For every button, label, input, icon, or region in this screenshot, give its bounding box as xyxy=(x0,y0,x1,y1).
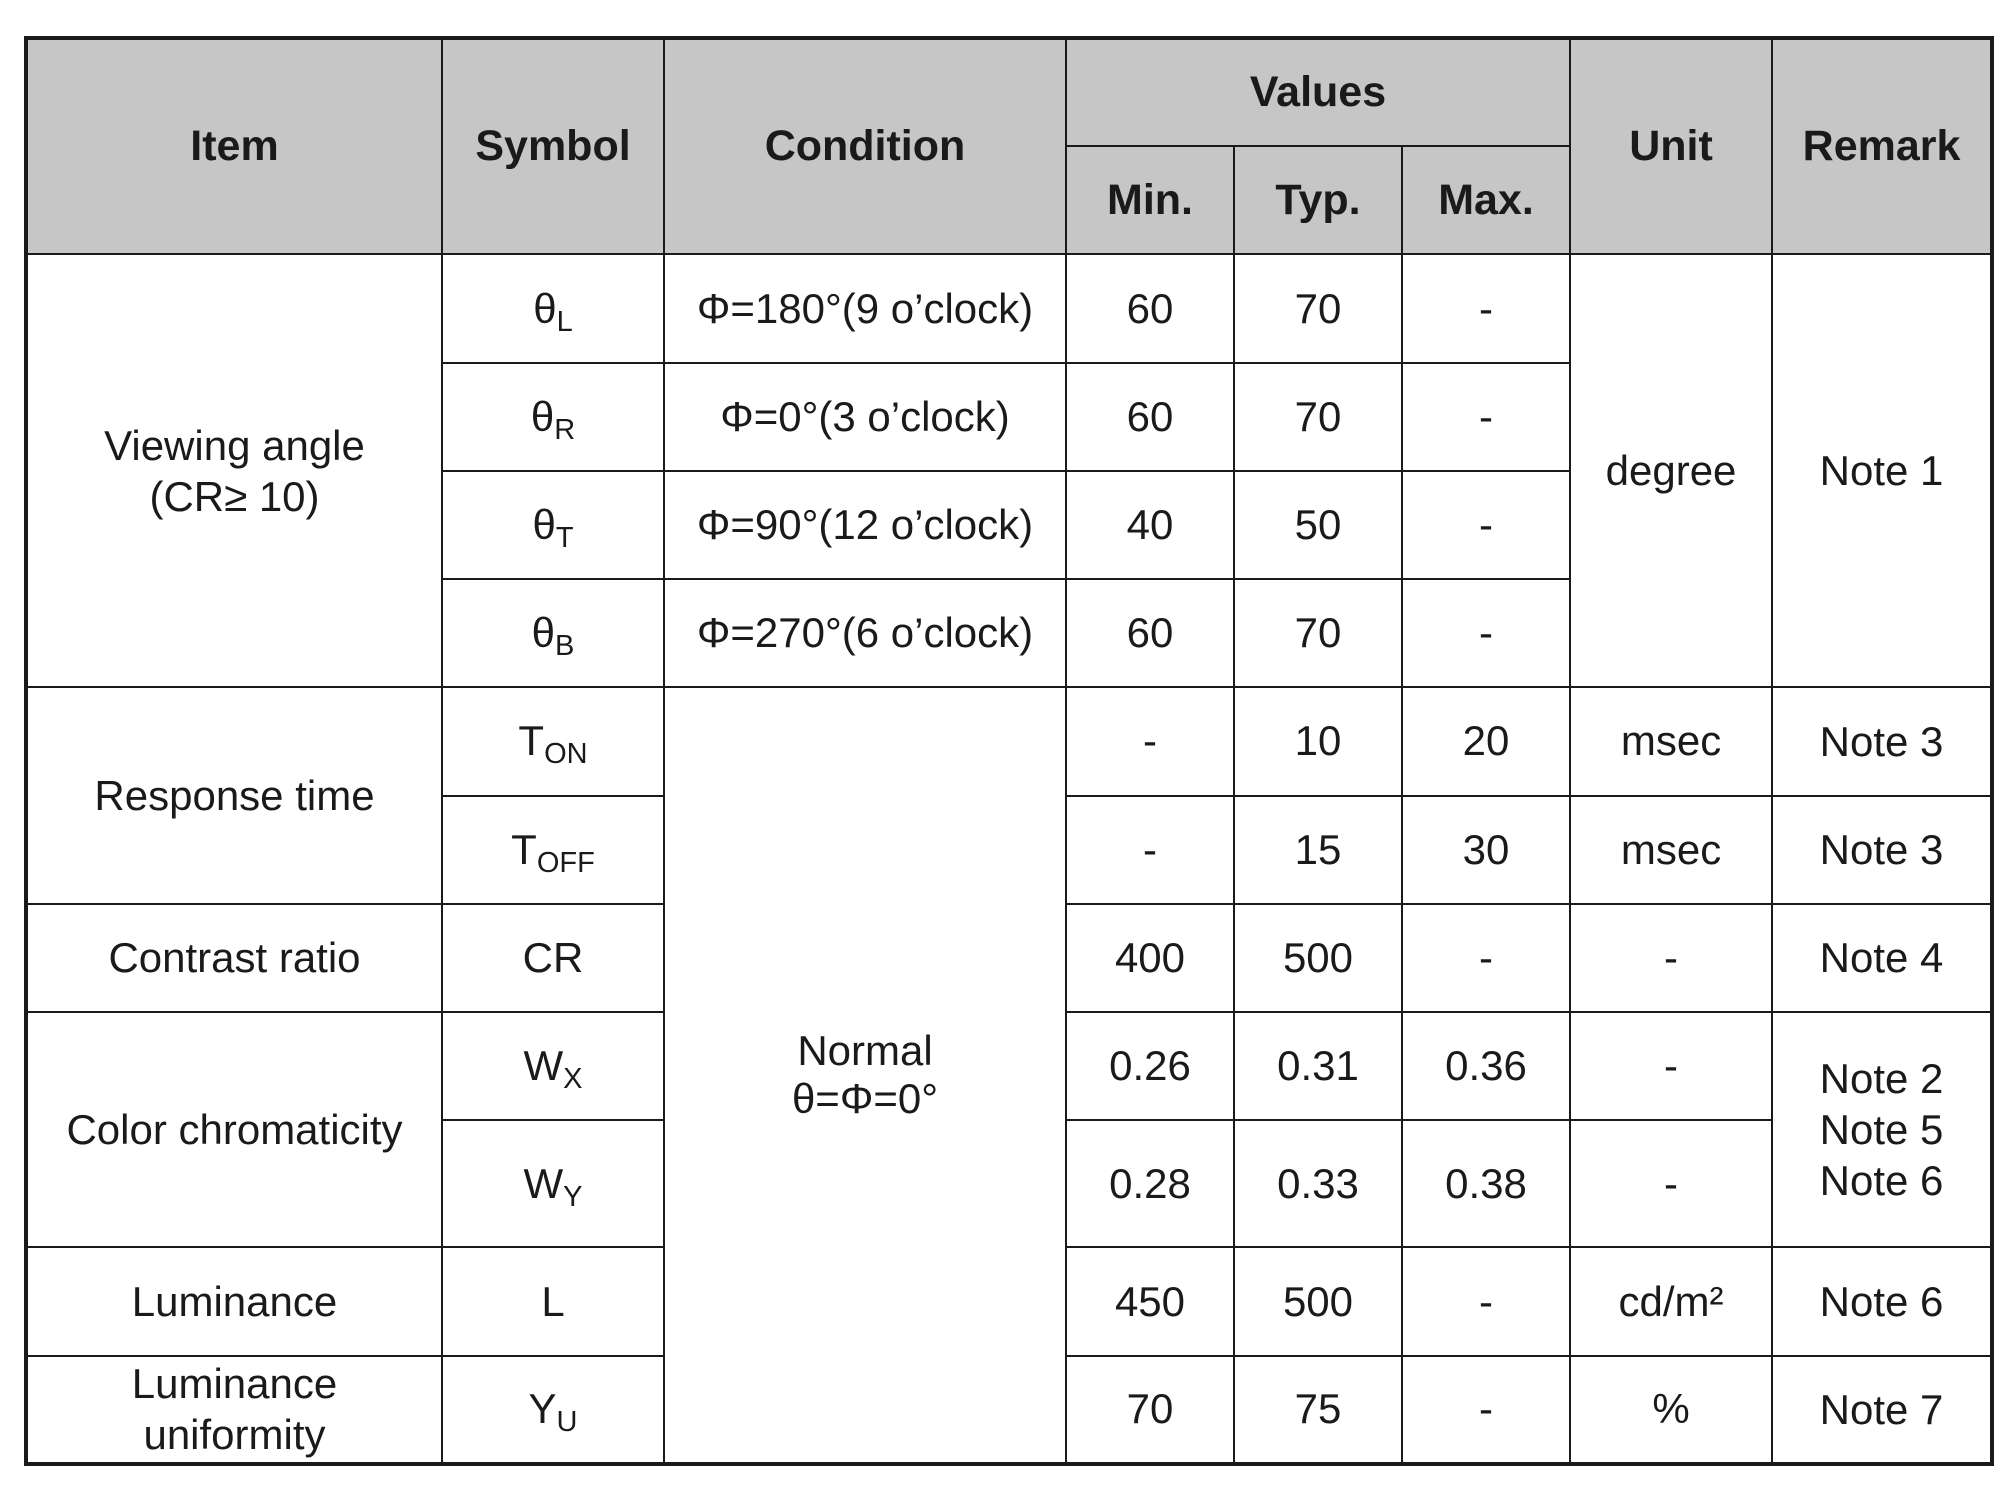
table-row xyxy=(26,254,1992,362)
max-cell: 30 xyxy=(1402,796,1570,904)
condition-cell: Φ=180°(9 o’clock) xyxy=(664,254,1066,362)
symbol-theta-t: $\theta_T$ xyxy=(442,471,664,579)
min-cell: - xyxy=(1066,796,1234,904)
typ-cell: 70 xyxy=(1234,363,1402,471)
symbol-t-on: $T_{ON}$ xyxy=(442,687,664,795)
min-cell: 0.26 xyxy=(1066,1012,1234,1120)
header-values: Values xyxy=(1066,38,1570,146)
item-luminance-uniformity: Luminance uniformity xyxy=(26,1356,442,1464)
condition-normal: Normal θ=Φ=0° xyxy=(664,687,1066,1464)
item-viewing-angle: Viewing angle (CR≥ 10) xyxy=(26,254,442,687)
unit-degree: degree xyxy=(1570,254,1772,687)
unit-cell: - xyxy=(1570,1012,1772,1120)
remark-notes-2-5-6: Note 2 Note 5 Note 6 xyxy=(1772,1012,1992,1247)
remark-cell: Note 4 xyxy=(1772,904,1992,1012)
header-unit: Unit xyxy=(1570,38,1772,254)
max-cell: - xyxy=(1402,1247,1570,1355)
typ-cell: 500 xyxy=(1234,904,1402,1012)
symbol-cr: CR xyxy=(442,904,664,1012)
symbol-wy: $W_Y$ xyxy=(442,1120,664,1247)
remark-cell: Note 7 xyxy=(1772,1356,1992,1464)
min-cell: 60 xyxy=(1066,254,1234,362)
symbol-yu: $Y_U$ xyxy=(442,1356,664,1464)
min-cell: 60 xyxy=(1066,363,1234,471)
typ-cell: 10 xyxy=(1234,687,1402,795)
symbol-wx: $W_X$ xyxy=(442,1012,664,1120)
unit-cell: msec xyxy=(1570,796,1772,904)
max-cell: - xyxy=(1402,471,1570,579)
max-cell: 0.36 xyxy=(1402,1012,1570,1120)
table-row xyxy=(26,687,1992,795)
header-symbol: Symbol xyxy=(442,38,664,254)
item-luminance: Luminance xyxy=(26,1247,442,1355)
condition-cell: Φ=0°(3 o’clock) xyxy=(664,363,1066,471)
max-cell: - xyxy=(1402,254,1570,362)
optical-spec-table xyxy=(24,36,1994,1466)
typ-cell: 70 xyxy=(1234,579,1402,687)
item-response-time: Response time xyxy=(26,687,442,903)
symbol-theta-r: $\theta_R$ xyxy=(442,363,664,471)
header-item: Item xyxy=(26,38,442,254)
max-cell: - xyxy=(1402,1356,1570,1464)
unit-cell: cd/m² xyxy=(1570,1247,1772,1355)
symbol-t-off: $T_{OFF}$ xyxy=(442,796,664,904)
header-remark: Remark xyxy=(1772,38,1992,254)
unit-cell: - xyxy=(1570,1120,1772,1247)
remark-cell: Note 3 xyxy=(1772,687,1992,795)
header-typ: Typ. xyxy=(1234,146,1402,254)
max-cell: - xyxy=(1402,904,1570,1012)
typ-cell: 500 xyxy=(1234,1247,1402,1355)
typ-cell: 75 xyxy=(1234,1356,1402,1464)
min-cell: 70 xyxy=(1066,1356,1234,1464)
remark-cell: Note 6 xyxy=(1772,1247,1992,1355)
header-condition: Condition xyxy=(664,38,1066,254)
min-cell: 0.28 xyxy=(1066,1120,1234,1247)
remark-cell: Note 3 xyxy=(1772,796,1992,904)
condition-cell: Φ=270°(6 o’clock) xyxy=(664,579,1066,687)
symbol-theta-b: $\theta_B$ xyxy=(442,579,664,687)
typ-cell: 0.31 xyxy=(1234,1012,1402,1120)
condition-cell: Φ=90°(12 o’clock) xyxy=(664,471,1066,579)
typ-cell: 0.33 xyxy=(1234,1120,1402,1247)
symbol-l: L xyxy=(442,1247,664,1355)
min-cell: 450 xyxy=(1066,1247,1234,1355)
max-cell: - xyxy=(1402,579,1570,687)
symbol-theta-l: $\theta_L$ xyxy=(442,254,664,362)
header-min: Min. xyxy=(1066,146,1234,254)
min-cell: 60 xyxy=(1066,579,1234,687)
max-cell: - xyxy=(1402,363,1570,471)
typ-cell: 15 xyxy=(1234,796,1402,904)
unit-cell: % xyxy=(1570,1356,1772,1464)
unit-cell: - xyxy=(1570,904,1772,1012)
min-cell: - xyxy=(1066,687,1234,795)
item-color-chromaticity: Color chromaticity xyxy=(26,1012,442,1247)
unit-cell: msec xyxy=(1570,687,1772,795)
typ-cell: 50 xyxy=(1234,471,1402,579)
remark-note-1: Note 1 xyxy=(1772,254,1992,687)
min-cell: 400 xyxy=(1066,904,1234,1012)
max-cell: 0.38 xyxy=(1402,1120,1570,1247)
typ-cell: 70 xyxy=(1234,254,1402,362)
header-max: Max. xyxy=(1402,146,1570,254)
min-cell: 40 xyxy=(1066,471,1234,579)
item-contrast-ratio: Contrast ratio xyxy=(26,904,442,1012)
max-cell: 20 xyxy=(1402,687,1570,795)
